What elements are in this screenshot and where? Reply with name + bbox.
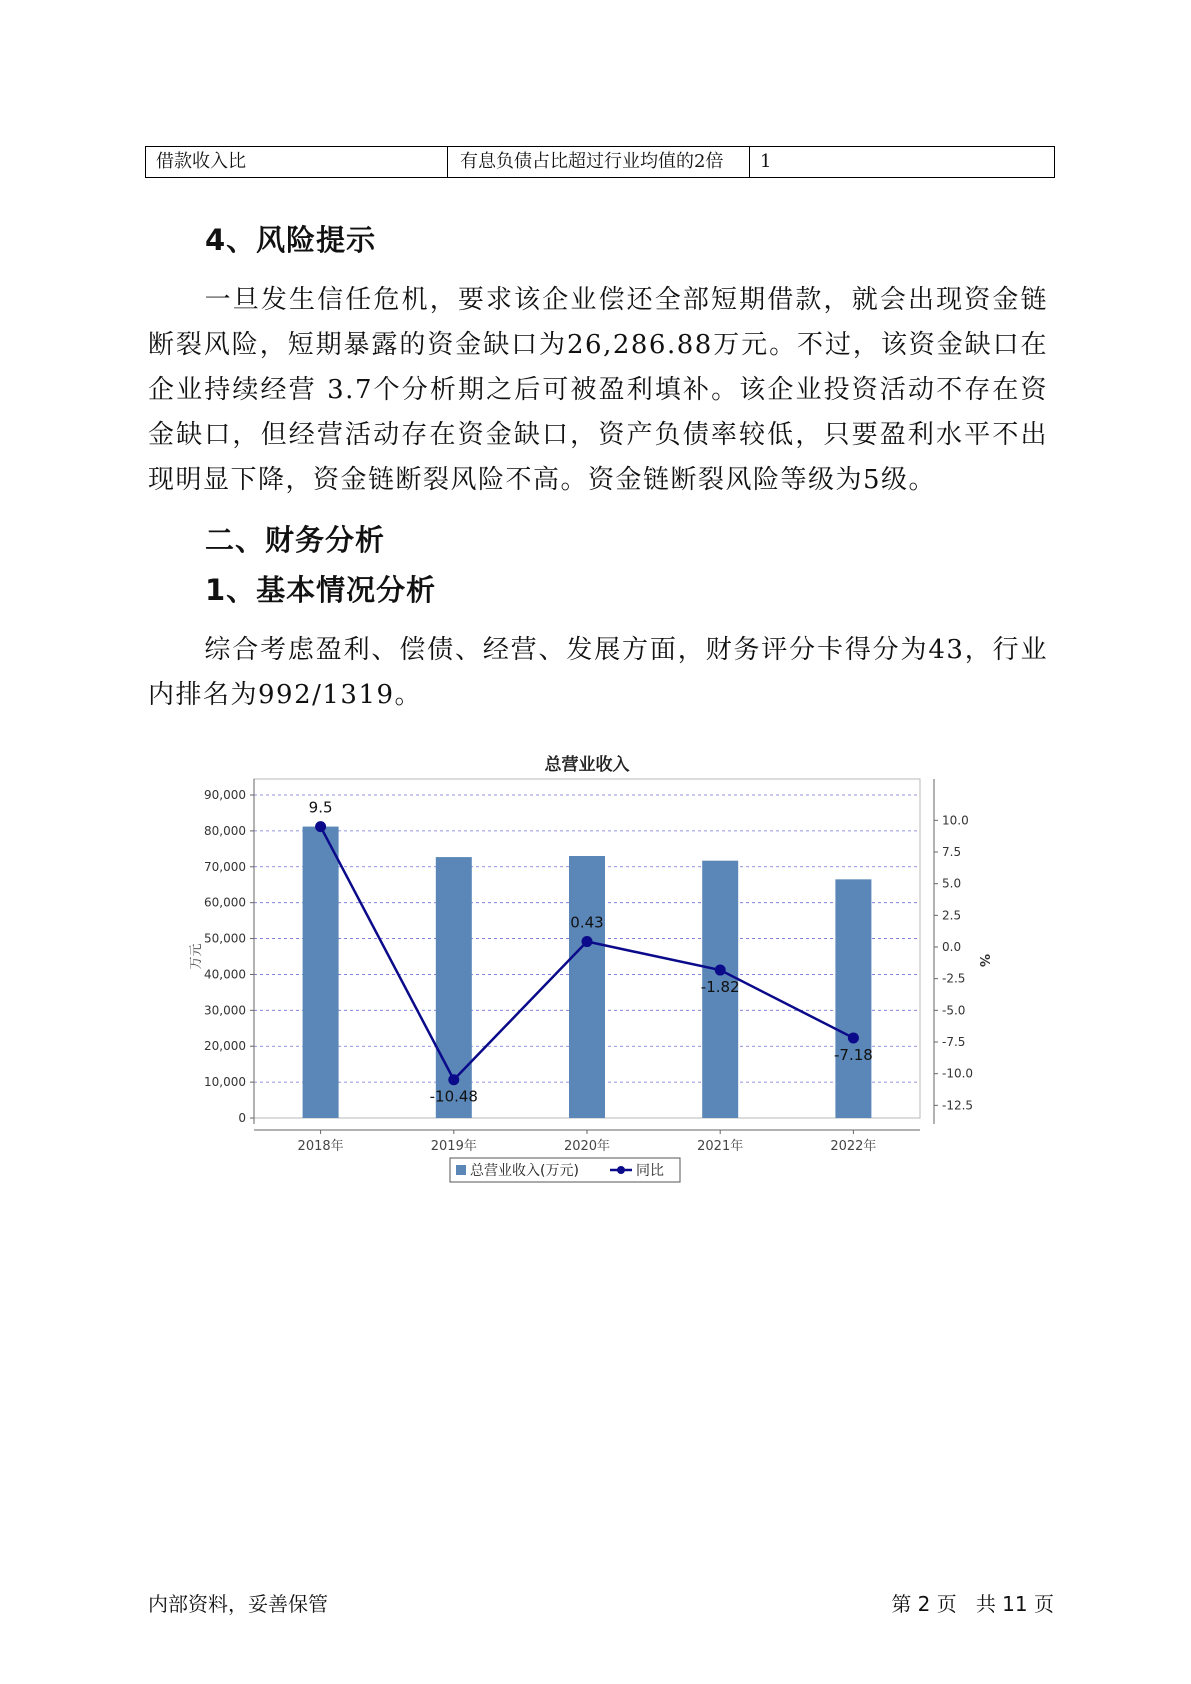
y-tick-label-right: 10.0 bbox=[942, 813, 969, 828]
x-tick-label: 2018年 bbox=[297, 1139, 344, 1154]
x-tick-label: 2021年 bbox=[697, 1139, 744, 1154]
revenue-bar bbox=[569, 856, 605, 1118]
revenue-bar bbox=[303, 827, 339, 1118]
y-tick-label-left: 0 bbox=[238, 1111, 246, 1125]
footer-page-number: 第 2 页 共 11 页 bbox=[891, 1592, 1054, 1616]
legend-line-label: 同比 bbox=[636, 1163, 664, 1179]
finance-heading: 二、财务分析 bbox=[205, 523, 386, 557]
x-tick-label: 2019年 bbox=[430, 1139, 477, 1154]
yoy-point bbox=[582, 936, 593, 947]
basic-analysis-heading: 1、基本情况分析 bbox=[205, 573, 437, 607]
y-axis-label-left: 万元 bbox=[189, 943, 204, 970]
legend-bar-label: 总营业收入(万元) bbox=[470, 1163, 579, 1179]
y-tick-label-left: 80,000 bbox=[204, 823, 246, 838]
y-tick-label-left: 90,000 bbox=[204, 788, 246, 802]
y-tick-label-left: 30,000 bbox=[204, 1003, 246, 1018]
y-tick-label-left: 70,000 bbox=[204, 859, 246, 874]
y-tick-label-right: -2.5 bbox=[942, 971, 966, 986]
yoy-data-label: -1.82 bbox=[700, 978, 740, 997]
legend-line-marker bbox=[617, 1166, 625, 1174]
revenue-bar bbox=[835, 879, 871, 1118]
y-tick-label-right: -10.0 bbox=[942, 1066, 974, 1081]
x-tick-label: 2020年 bbox=[563, 1139, 611, 1154]
y-tick-label-right: 2.5 bbox=[942, 908, 962, 923]
risk-paragraph bbox=[148, 278, 1048, 503]
yoy-point bbox=[315, 821, 326, 832]
revenue-chart bbox=[180, 740, 1000, 1200]
risk-paragraph-text: 一旦发生信任危机，要求该企业偿还全部短期借款，就会出现资金链断裂风险，短期暴露的资金缺口为26,286.88万元。不过，该资金缺口在企业持续经营 3.7个分析期之后可被盈利填补。该企业投资活动不存在资金缺口，但经营活动存在资金缺口，资产负债率较低，只要盈利水平不出现明显下降，资金链断裂风险不高。资金链断裂风险等级为5级。 bbox=[148, 285, 1048, 495]
y-tick-label-right: -12.5 bbox=[942, 1098, 974, 1113]
yoy-point bbox=[448, 1074, 459, 1085]
y-axis-label-right: % bbox=[976, 953, 991, 968]
y-tick-label-right: 5.0 bbox=[942, 876, 962, 891]
yoy-data-label: 9.5 bbox=[308, 798, 333, 817]
y-tick-label-right: -5.0 bbox=[942, 1003, 966, 1018]
table-cell-indicator: 借款收入比 bbox=[146, 147, 448, 177]
y-tick-label-right: -7.5 bbox=[942, 1035, 966, 1049]
indicator-table bbox=[145, 146, 1055, 178]
finance-paragraph-text: 综合考虑盈利、偿债、经营、发展方面，财务评分卡得分为43，行业内排名为992/1319。 bbox=[148, 635, 1048, 710]
finance-paragraph bbox=[148, 628, 1048, 718]
y-tick-label-left: 40,000 bbox=[204, 967, 246, 982]
yoy-point bbox=[715, 965, 726, 976]
table-cell-condition: 有息负债占比超过行业均值的2倍 bbox=[448, 147, 750, 177]
y-tick-label-right: 7.5 bbox=[942, 845, 962, 859]
yoy-data-label: -10.48 bbox=[429, 1087, 478, 1106]
y-tick-label-left: 60,000 bbox=[204, 895, 246, 910]
y-tick-label-left: 50,000 bbox=[204, 931, 246, 946]
yoy-data-label: 0.43 bbox=[570, 913, 604, 932]
footer-confidential: 内部资料，妥善保管 bbox=[148, 1592, 328, 1616]
legend-bar-swatch bbox=[456, 1165, 466, 1175]
y-tick-label-left: 20,000 bbox=[204, 1039, 246, 1054]
risk-heading: 4、风险提示 bbox=[205, 223, 377, 257]
y-tick-label-left: 10,000 bbox=[204, 1075, 246, 1090]
yoy-point bbox=[848, 1032, 859, 1043]
y-tick-label-right: 0.0 bbox=[942, 940, 962, 954]
chart-title: 总营业收入 bbox=[544, 755, 630, 775]
yoy-data-label: -7.18 bbox=[833, 1045, 873, 1064]
table-cell-value: 1 bbox=[760, 151, 772, 172]
x-tick-label: 2022年 bbox=[830, 1139, 877, 1154]
